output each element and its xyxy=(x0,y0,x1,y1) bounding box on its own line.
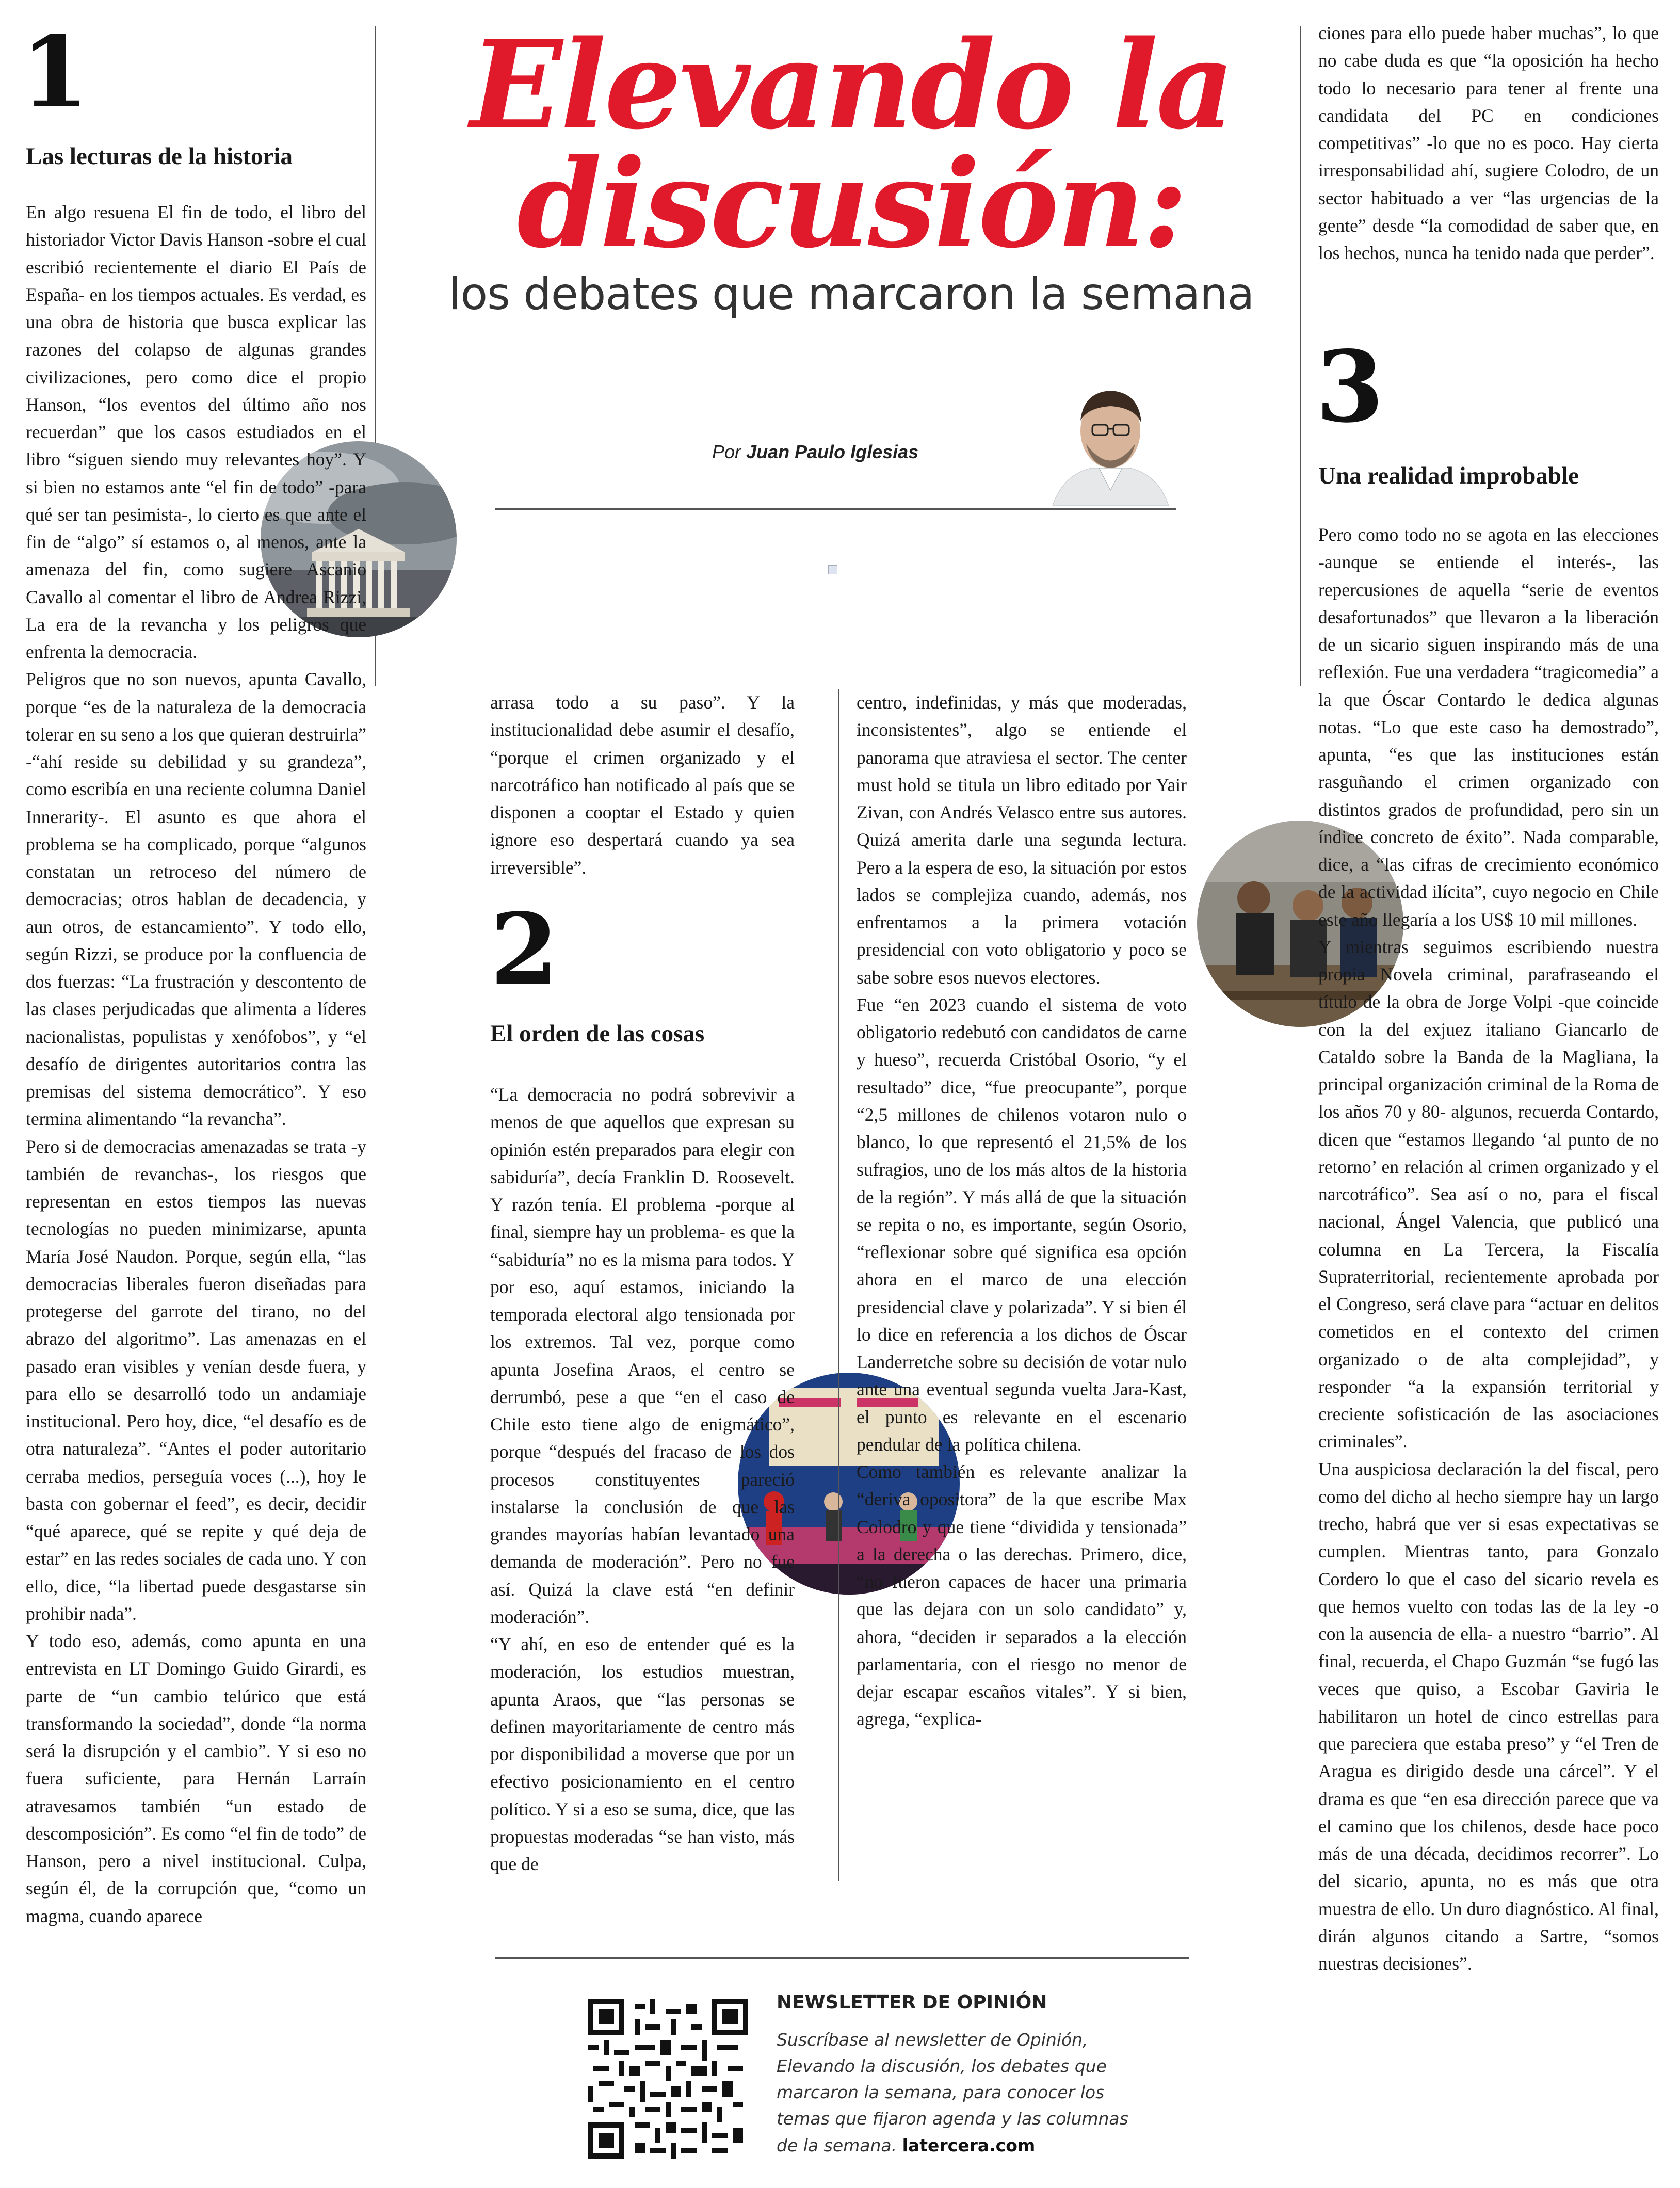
newsletter-body xyxy=(777,2026,1138,2159)
byline xyxy=(712,441,918,463)
section-3-body xyxy=(1318,521,1659,1977)
section-3-number: 3 xyxy=(1316,329,1381,444)
header-rule xyxy=(495,508,1176,510)
section-2-col3-paragraph-3: Como también es relevante analizar la “deriva opositora” de la que escribe Max Colodro y que tiene “dividida y tensionada” a la derecha o las derechas. Primero, dice, “no fueron capaces de hacer una primaria que las dejara con un solo candidato” y, ahora, “deciden ir separados a la elección parlamentaria, con el riesgo no menor de dejar escapar escaños vitales”. Y si bien, agrega, “explica- xyxy=(857,1461,1187,1730)
section-1-paragraph-1: En algo resuena El fin de todo, el libro del historiador Victor Davis Hanson -sobre el cual escribió recientemente el diario El País de España- en los tiempos actuales. Es verdad, es una obra de historia que busca explicar las razones del colapso de algunas grandes civilizaciones, pero como dice el propio Hanson, “los eventos del último año nos recuerdan” que los casos estudiados en el libro “siguen siendo muy relevantes hoy”. Y si bien no estamos ante “el fin de todo” -para qué ser tan pesimista-, lo cierto es que ante el fin de “algo” sí estamos o, al menos, ante la amenaza del fin, como sugiere Ascanio Cavallo al comentar el libro de Andrea Rizzi, La era de la revancha y los peligros que enfrenta la democracia. xyxy=(26,202,366,662)
section-3-paragraph-3: Una auspiciosa declaración la del fiscal, pero como del dicho al hecho siempre hay un largo trecho, habrá que ver si esas expectativas se cumplen. Mientras tanto, para Gonzalo Cordero lo que el caso del sicario revela es que hemos vuelto con todas las de la ley -o con la ausencia de ella- a nuestro “barrio”. Al final, recuerda, el Chapo Guzmán “se fugó las veces que quiso, a Escobar Gaviria le habilitaron un hotel de cinco estrellas para que pareciera que estaba preso” y “el Tren de Aragua es dirigido desde una cárcel”. Y el drama es que “en esa dirección parece que va el camino que los chilenos, desde hace poco más de una década, decidimos recorrer”. Lo del sicario, apunta, no es más que otra muestra de ello. Un duro diagnóstico. Al final, dirán algunos citando a Sartre, “somos nuestras decisiones”. xyxy=(1318,1458,1659,1974)
section-2-heading: El orden de las cosas xyxy=(490,1020,705,1047)
section-1-number: 1 xyxy=(21,14,86,130)
vertical-rule-mid xyxy=(838,689,839,1881)
section-2-paragraph-1: “La democracia no podrá sobrevivir a menos de que aquellos que expresan su opinión estén preparados para elegir con sabiduría”, decía Franklin D. Roosevelt. Y razón tenía. El problema -porque al final, siempre hay un problema- es que la “sabiduría” no es la misma para todos. Y por eso, aquí estamos, iniciando la temporada electoral algo tensionada por los extremos. Tal vez, porque como apunta Josefina Araos, el centro se derrumbó, pese a que “en el caso de Chile esto tiene algo de enigmático”, porque “después del fracaso de los dos procesos constituyentes pareció instalarse la conclusión de que las grandes mayorías habían levantado una demanda de moderación”. Pero no fue así. Quizá la clave está “en definir moderación”. xyxy=(490,1084,795,1627)
byline-author: Juan Paulo Iglesias xyxy=(746,441,919,462)
main-title xyxy=(408,14,1295,276)
title-line-2: discusión: xyxy=(517,133,1186,276)
section-2-col3-paragraph-2: Fue “en 2023 cuando el sistema de voto obligatorio redebutó con candidatos de carne y hueso”, recuerda Cristóbal Osorio, “y el resultado” dice, “fue preocupante”, porque “2,5 millones de chilenos votaron nulo o blanco, lo que representó el 21,5% de los sufragios, uno de los más altos de la historia de la región”. Y más allá de que la situación se repita o no, es importante, según Osorio, “reflexionar sobre qué significa esa opción ahora en el marco de una elección presidencial clave y polarizada”. Y si bien él lo dice en referencia a los dichos de Óscar Landerretche sobre su decisión de votar nulo ante una eventual segunda vuelta Jara-Kast, el punto es relevante en el escenario pendular de la política chilena. xyxy=(857,994,1187,1455)
section-3-heading: Una realidad improbable xyxy=(1318,462,1579,489)
newsletter-rule xyxy=(495,1957,1189,1959)
section-2-lead xyxy=(490,689,795,881)
newsletter-body-text: Suscríbase al newsletter de Opinión, Elevando la discusión, los debates que marcaron la semana, para conocer los temas que fijaron agenda y las columnas de la semana. xyxy=(777,2030,1128,2155)
vertical-rule-right xyxy=(1300,26,1301,686)
section-2-body xyxy=(490,1081,795,1878)
newsletter-qr-code[interactable] xyxy=(588,1999,748,2159)
section-3-paragraph-2: Y mientras seguimos escribiendo nuestra propia Novela criminal, parafraseando el título de la obra de Jorge Volpi -que coincide con la del exjuez italiano Giancarlo de Cataldo sobre la Banda de la Magliana, la principal organización criminal de la Roma de los años 70 y 80- algunos, recuerda Contardo, dicen que “estamos llegando ‘al punto de no retorno’ en relación al crimen organizado y el narcotráfico”. Sea así o no, para el fiscal nacional, Ángel Valencia, que publicó una columna en La Tercera, la Fiscalía Supraterritorial, recientemente aprobada por el Congreso, será clave para “actuar en delitos cometidos en el contexto del crimen organizado o de alta complejidad”, y responder “a la expansión territorial y creciente sofisticación de las asociaciones criminales”. xyxy=(1318,936,1659,1452)
newsletter-block xyxy=(777,1992,1138,2159)
title-line-1: Elevando la xyxy=(470,14,1233,156)
section-2-column-3 xyxy=(857,689,1187,1733)
small-icon xyxy=(828,565,837,574)
section-1-heading: Las lecturas de la historia xyxy=(26,143,293,170)
section-3-lead xyxy=(1318,20,1659,267)
section-2-paragraph-2: “Y ahí, en eso de entender qué es la moderación, los estudios muestran, apunta Araos, que “las personas se definen mayoritariamente de centro más por disponibilidad a moverse que por un efectivo posicionamiento en el centro político. Y si a eso se suma, dice, que las propuestas moderadas “se han visto, más que de xyxy=(490,1634,795,1874)
section-3-lead-text: ciones para ello puede haber muchas”, lo que no cabe duda es que “la oposición ha hecho todo lo necesario para tener al frente una candidata del PC en condiciones competitivas” -lo que no es poco. Hay cierta irresponsabilidad ahí, sugiere Colodro, de un sector habituado a ver “las urgencias de la gente” desde “la comodidad de saber que, en los hechos, nunca ha tenido nada que perder”. xyxy=(1318,23,1659,263)
section-2-number: 2 xyxy=(490,892,556,1007)
section-1-paragraph-2: Peligros que no son nuevos, apunta Cavallo, porque “es de la naturaleza de la democracia tolerar en su seno a los que quieran destruirla” -“ahí reside su debilidad y su grandeza”, como escribía en una reciente columna Daniel Innerarity-. El asunto es que ahora el problema se ha complicado, porque “algunos constatan un retroceso del número de democracias; otros hablan de decadencia, y aun otros, de estancamiento”. Y todo ello, según Rizzi, se produce por la confluencia de dos fuerzas: “La frustración y descontento de las clases perjudicadas que alimenta a líderes nacionalistas, populistas y xenófobos”, y “el desafío de dirigentes autoritarios contra las premisas del sistema democrático”. Y eso termina alimentando “la revancha”. xyxy=(26,669,366,1130)
section-2-lead-text: arrasa todo a su paso”. Y la institucionalidad debe asumir el desafío, “porque el crimen organizado y el narcotráfico han notificado al país que se disponen a cooptar el Estado y quien ignore eso despertará cuando ya sea irreversible”. xyxy=(490,692,795,878)
subtitle: los debates que marcaron la semana xyxy=(448,268,1254,320)
newsletter-link[interactable]: latercera.com xyxy=(902,2135,1036,2155)
byline-prefix: Por xyxy=(712,441,741,462)
section-2-col3-paragraph-1: centro, indefinidas, y más que moderadas, inconsistentes”, algo se entiende el panorama que atraviesa el sector. The center must hold se titula un libro editado por Yair Zivan, con Andrés Velasco entre sus autores. Quizá amerita darle una segunda lectura. Pero a la espera de eso, la situación por estos lados se complejiza cuando, además, nos enfrentamos a la primera votación presidencial con voto obligatorio y poco se sabe sobre esos nuevos electores. xyxy=(857,692,1187,988)
section-3-paragraph-1: Pero como todo no se agota en las elecciones -aunque se entiende el interés-, las repercusiones de aquella “serie de eventos desafortunados” que llevaron a la liberación de un sicario siguen inspirando más de una reflexión. Fue una verdadera “tragicomedia” a la que Óscar Contardo le dedica algunas notas. “Lo que este caso ha demostrado”, apunta, “es que las instituciones están rasguñando el crimen organizado con distintos grados de profundidad, pero sin un índice concreto de éxito”. Nada comparable, dice, a “las cifras de crecimiento económico de la actividad ilícita”, cuyo negocio en Chile este año llegaría a los US$ 10 mil millones. xyxy=(1318,524,1659,930)
section-1-body xyxy=(26,199,366,1930)
section-1-paragraph-4: Y todo eso, además, como apunta en una entrevista en LT Domingo Guido Girardi, es parte de “un cambio telúrico que está transformando la sociedad”, donde “la norma será la disrupción y el cambio”. Y si eso no fuera suficiente, para Hernán Larraín atravesamos también “un estado de descomposición”. Es como “el fin de todo” de Hanson, pero a nivel institucional. Culpa, según él, de la corrupción que, “como un magma, cuando aparece xyxy=(26,1631,366,1926)
author-photo xyxy=(1042,379,1179,506)
section-1-paragraph-3: Pero si de democracias amenazadas se trata -y también de revanchas-, los riesgos que representan en estos tiempos las nuevas tecnologías no pueden minimizarse, apunta María José Naudon. Porque, según ella, “las democracias liberales fueron diseñadas para protegerse del garrote del tirano, no del abrazo del algoritmo”. Las amenazas en el pasado eran visibles y venían desde fuera, y para ello se desarrolló todo un andamiaje institucional. Pero hoy, dice, “el desafío es de otra naturaleza”. “Antes el poder autoritario cerraba medios, perseguía voces (...), hoy le basta con gobernar el feed”, es decir, decidir “qué aparece, qué se repite y qué deja de estar” en las redes sociales de cada uno. Y con ello, dice, “la libertad puede desgastarse sin prohibir nada”. xyxy=(26,1136,366,1624)
newsletter-heading: NEWSLETTER DE OPINIÓN xyxy=(777,1992,1047,2013)
